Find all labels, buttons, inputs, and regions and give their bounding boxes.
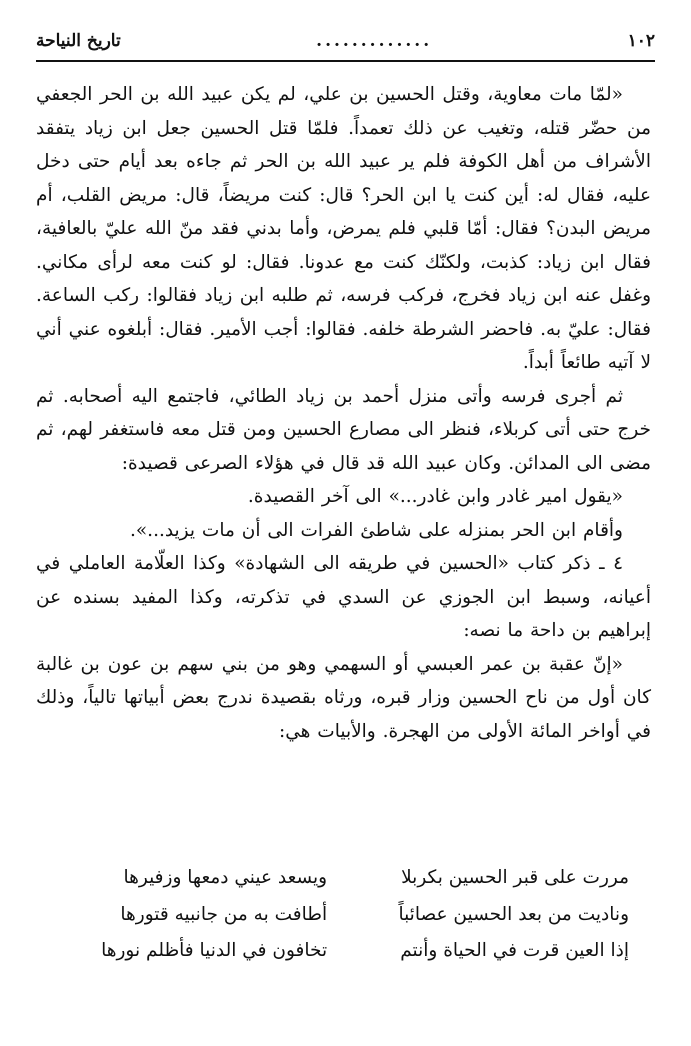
verse-first-hemistich: وناديت من بعد الحسين عصائباً (398, 903, 629, 925)
verse-second-hemistich: أطافت به من جانبيه قتورها (120, 903, 328, 925)
paragraph-2: ثم أجرى فرسه وأتى منزل أحمد بن زياد الطائي، فاجتمع اليه أصحابه. ثم خرج حتى أتى كربلاء، فنظر الى مصارع الحسين ومن قتل معه فاستغفر لهم، ثم مضى الى المدائن. وكان عبيد الله قد قال في هؤلاء الصرعى قصيدة: (36, 385, 651, 474)
paragraph-4: وأقام ابن الحر بمنزله على شاطئ الفرات الى أن مات يزيد...». (129, 519, 623, 541)
running-title: تاريخ النياحة (36, 31, 121, 51)
page-body (36, 78, 651, 748)
header-rule (36, 60, 655, 62)
verse-second-hemistich: تخافون في الدنيا فأظلم نورها (101, 940, 328, 961)
paragraph-6: «إنّ عقبة بن عمر العبسي أو السهمي وهو من بني سهم بن عون بن غالبة كان أول من ناح الحسين وزار قبره، ورثاه بقصيدة ندرج بعض أبياتها تالياً، وذلك في أواخر المائة الأولى من الهجرة. والأبيات هي: (36, 653, 651, 742)
verse-second-hemistich: ويسعد عيني دمعها وزفيرها (123, 867, 328, 888)
page-header (36, 26, 655, 56)
poem-verse (70, 897, 629, 934)
page-number: ١٠٢ (627, 31, 655, 51)
poem (70, 860, 629, 970)
verse-first-hemistich: إذا العين قرت في الحياة وأنتم (400, 940, 629, 961)
paragraph-1: «لمّا مات معاوية، وقتل الحسين بن علي، لم يكن عبيد الله بن الحر الجعفي من حضّر قتله، وتغيب عن ذلك تعمداً. فلمّا قتل الحسين جعل ابن زياد يتفقد الأشراف من أهل الكوفة فلم ير عبيد الله بن الحر ثم جاءه بعد أيام حتى دخل عليه، فقال له: أين كنت يا ابن الحر؟ قال: كنت مريضاً، قال: مريض القلب، أم مريض البدن؟ فقال: أمّا قلبي فلم يمرض، وأما بدني فقد منّ الله عليّ بالعافية، فقال ابن زياد: كذبت، ولكنّك كنت مع عدونا. فقال: لو كنت معه لرأى مكاني. وغفل عنه ابن زياد فخرج، فركب فرسه، ثم طلبه ابن زياد فقالوا: ركب الساعة. فقال: عليّ به. فاحضر الشرطة خلفه. فقالوا: أجب الأمير. فقال: أبلغوه عني أني لا آتيه طائعاً أبداً. (36, 84, 651, 373)
paragraph-3: «يقول امير غادر وابن غادر...» الى آخر القصيدة. (247, 486, 623, 507)
poem-verse (70, 933, 629, 970)
verse-first-hemistich: مررت على قبر الحسين بكربلا (401, 867, 629, 888)
header-leader-dots: ............. (316, 31, 433, 51)
paragraph-5: ٤ ـ ذكر كتاب «الحسين في طريقه الى الشهادة» وكذا العلّامة العاملي في أعيانه، وسبط ابن الجوزي عن السدي في تذكرته، وكذا المفيد بسنده عن إبراهيم بن داحة ما نصه: (36, 553, 651, 641)
poem-verse (70, 860, 629, 897)
